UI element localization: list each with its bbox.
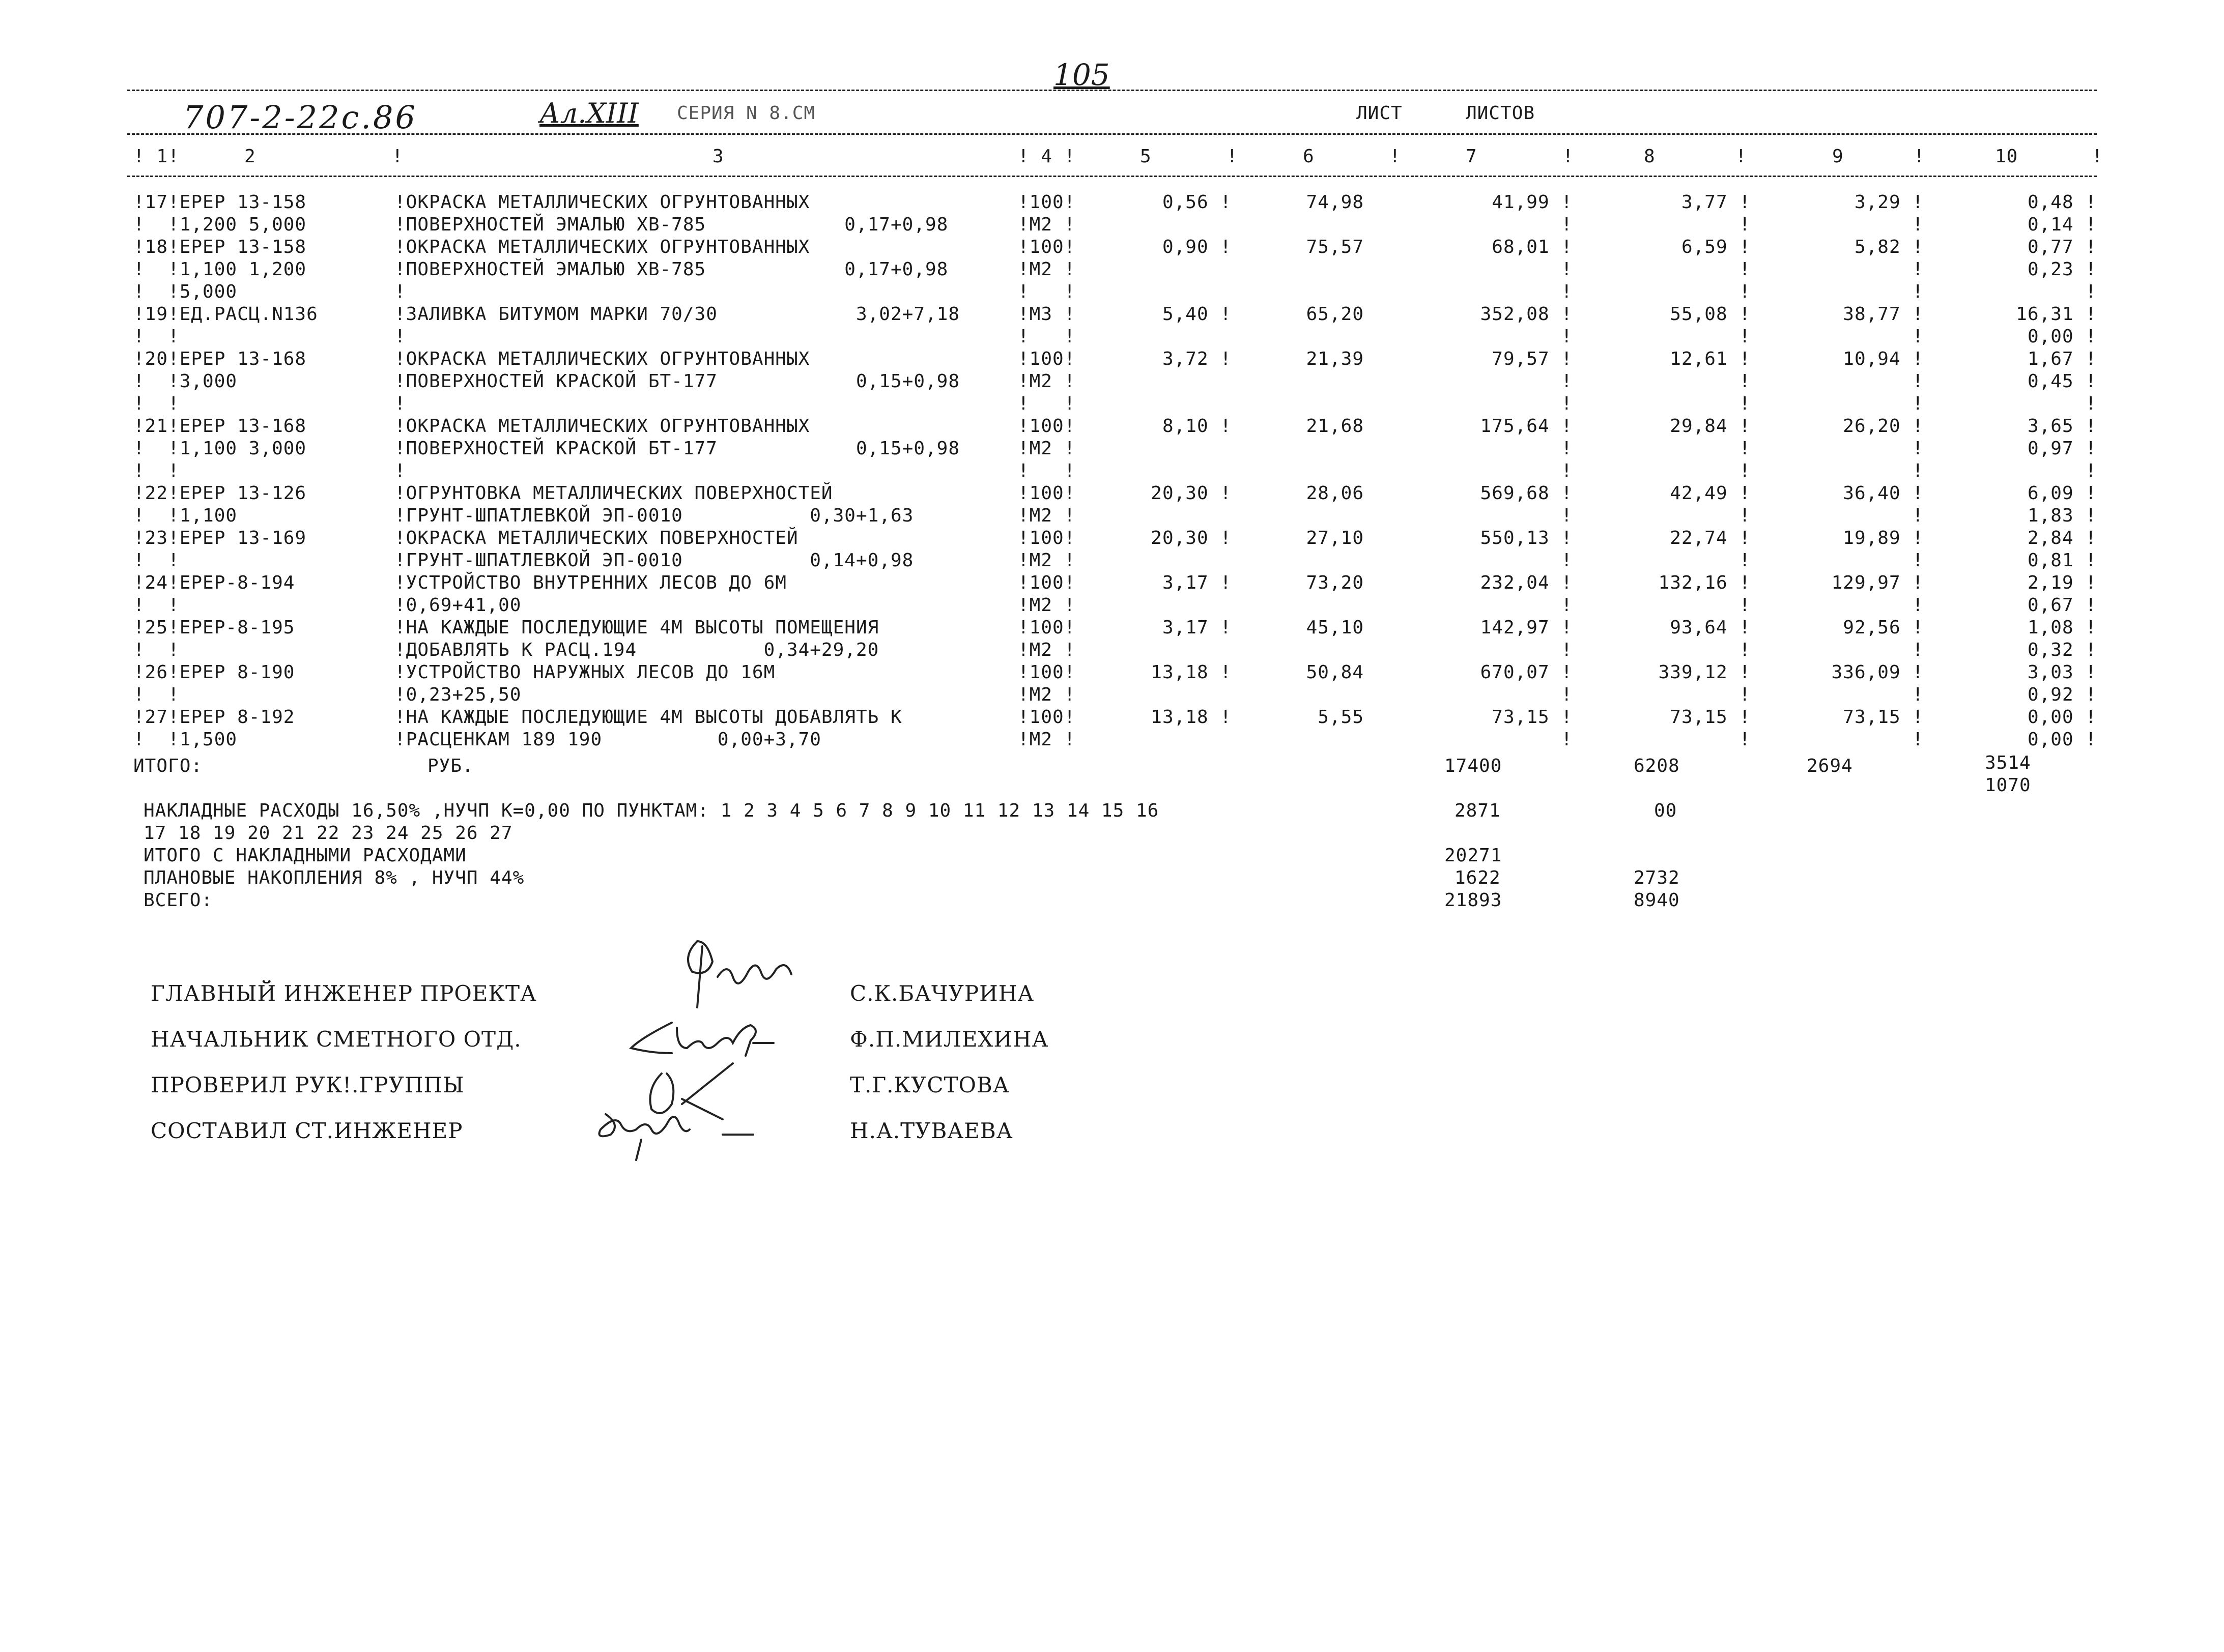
- planned-label: ПЛАНОВЫЕ НАКОПЛЕНИЯ 8% , НУЧП 44%: [144, 867, 525, 888]
- table-cell-c7: !: [1561, 505, 1573, 526]
- table-cell-c10: 0,67 !: [2027, 595, 2097, 616]
- table-cell-c9: !: [1912, 640, 1924, 660]
- table-cell-c9: 73,15 !: [1843, 707, 1924, 728]
- table-cell-c7: !: [1561, 460, 1573, 481]
- table-cell-c10: 16,31 !: [2016, 304, 2097, 325]
- sig-role-3: ПРОВЕРИЛ РУК!.ГРУППЫ: [151, 1073, 465, 1097]
- table-cell-c8: !: [1739, 550, 1751, 571]
- table-cell-c3: !ПОВЕРХНОСТЕЙ ЭМАЛЬЮ ХВ-785 0,17+0,98: [394, 214, 949, 235]
- table-cell-c4: !М2 !: [1018, 684, 1076, 705]
- table-cell-c9: !: [1912, 505, 1924, 526]
- table-cell-c4: !100!: [1018, 662, 1076, 683]
- table-cell-c1: !19!ЕД.РАСЦ.N136: [133, 304, 318, 325]
- table-cell-c6: 65,20: [1306, 304, 1364, 325]
- table-cell-c4: ! !: [1018, 393, 1076, 414]
- table-cell-c1: !27!ЕРЕР 8-192: [133, 707, 295, 728]
- project-code: 707-2-22с.86: [183, 99, 417, 136]
- column-header-cell: 2: [244, 146, 256, 167]
- table-cell-c5: 3,17 !: [1162, 572, 1232, 593]
- table-cell-c3: !: [394, 460, 406, 481]
- table-cell-c6: 27,10: [1306, 528, 1364, 548]
- column-header-cell: !: [392, 146, 404, 167]
- table-cell-c5: 0,90 !: [1162, 237, 1232, 257]
- table-cell-c8: !: [1739, 438, 1751, 459]
- table-cell-c10: 0,00 !: [2027, 729, 2097, 750]
- table-cell-c7: !: [1561, 259, 1573, 280]
- table-cell-c8: 6,59 !: [1681, 237, 1751, 257]
- album-code: Ал.XIII: [539, 97, 639, 129]
- table-cell-c1: ! !1,100 1,200: [133, 259, 307, 280]
- table-cell-c9: !: [1912, 438, 1924, 459]
- table-cell-c10: 1,67 !: [2027, 349, 2097, 369]
- signature-2: [631, 1023, 774, 1056]
- column-header-cell: !: [1735, 146, 1747, 167]
- table-cell-c1: !26!ЕРЕР 8-190: [133, 662, 295, 683]
- table-cell-c3: !: [394, 393, 406, 414]
- table-cell-c3: !ОГРУНТОВКА МЕТАЛЛИЧЕСКИХ ПОВЕРХНОСТЕЙ: [394, 483, 833, 504]
- table-cell-c4: !100!: [1018, 483, 1076, 504]
- column-header-cell: 8: [1644, 146, 1656, 167]
- itogo-col7: 17400: [1444, 756, 1502, 776]
- table-cell-c3: !ПОВЕРХНОСТЕЙ КРАСКОЙ БТ-177 0,15+0,98: [394, 371, 960, 392]
- table-cell-c4: ! !: [1018, 460, 1076, 481]
- table-cell-c3: !ОКРАСКА МЕТАЛЛИЧЕСКИХ ОГРУНТОВАННЫХ: [394, 416, 810, 437]
- table-cell-c3: !УСТРОЙСТВО НАРУЖНЫХ ЛЕСОВ ДО 16М: [394, 662, 776, 683]
- table-cell-c10: !: [2085, 460, 2097, 481]
- table-cell-c3: !НА КАЖДЫЕ ПОСЛЕДУЮЩИЕ 4М ВЫСОТЫ ПОМЕЩЕНИЯ: [394, 617, 879, 638]
- table-cell-c1: ! !1,200 5,000: [133, 214, 307, 235]
- with-overhead-label: ИТОГО С НАКЛАДНЫМИ РАСХОДАМИ: [144, 845, 467, 866]
- column-header-cell: !: [1562, 146, 1574, 167]
- table-cell-c6: 28,06: [1306, 483, 1364, 504]
- table-cell-c5: 20,30 !: [1151, 528, 1232, 548]
- table-cell-c1: !22!ЕРЕР 13-126: [133, 483, 307, 504]
- table-cell-c7: 73,15 !: [1492, 707, 1573, 728]
- table-cell-c7: 670,07 !: [1480, 662, 1573, 683]
- table-cell-c1: ! !: [133, 460, 180, 481]
- page-number: 105: [1053, 57, 1110, 92]
- overhead-line-1: НАКЛАДНЫЕ РАСХОДЫ 16,50% ,НУЧП К=0,00 ПО ПУНКТАМ: 1 2 3 4 5 6 7 8 9 10 11 12 13 14 15 16: [144, 800, 1159, 821]
- table-cell-c8: 42,49 !: [1670, 483, 1751, 504]
- table-cell-c7: !: [1561, 550, 1573, 571]
- table-cell-c1: !25!ЕРЕР-8-195: [133, 617, 295, 638]
- table-cell-c8: !: [1739, 281, 1751, 302]
- table-cell-c3: !ОКРАСКА МЕТАЛЛИЧЕСКИХ ОГРУНТОВАННЫХ: [394, 237, 810, 257]
- table-cell-c3: !0,69+41,00: [394, 595, 522, 616]
- column-header-cell: 3: [712, 146, 724, 167]
- table-cell-c9: !: [1912, 729, 1924, 750]
- column-header-cell: 10: [1995, 146, 2018, 167]
- itogo-label: ИТОГО:: [133, 756, 203, 776]
- table-cell-c5: 0,56 !: [1162, 192, 1232, 213]
- table-cell-c7: !: [1561, 438, 1573, 459]
- table-cell-c4: ! !: [1018, 281, 1076, 302]
- column-header-cell: 7: [1466, 146, 1477, 167]
- table-cell-c3: !ГРУНТ-ШПАТЛЕВКОЙ ЭП-0010 0,14+0,98: [394, 550, 914, 571]
- table-cell-c10: 0,97 !: [2027, 438, 2097, 459]
- table-cell-c9: 3,29 !: [1854, 192, 1924, 213]
- table-cell-c8: 73,15 !: [1670, 707, 1751, 728]
- overhead-col8: 00: [1654, 800, 1677, 821]
- table-cell-c7: !: [1561, 326, 1573, 347]
- table-cell-c6: 50,84: [1306, 662, 1364, 683]
- table-cell-c6: 74,98: [1306, 192, 1364, 213]
- table-cell-c8: 3,77 !: [1681, 192, 1751, 213]
- table-cell-c6: 21,68: [1306, 416, 1364, 437]
- with-overhead-col7: 20271: [1444, 845, 1502, 866]
- table-cell-c5: 8,10 !: [1162, 416, 1232, 437]
- table-cell-c10: 2,19 !: [2027, 572, 2097, 593]
- table-cell-c4: !М2 !: [1018, 550, 1076, 571]
- sig-name-4: Н.А.ТУВАЕВА: [850, 1118, 1013, 1143]
- table-cell-c9: 129,97 !: [1831, 572, 1924, 593]
- table-cell-c9: !: [1912, 259, 1924, 280]
- table-cell-c6: 73,20: [1306, 572, 1364, 593]
- table-cell-c9: 92,56 !: [1843, 617, 1924, 638]
- table-cell-c4: !М2 !: [1018, 438, 1076, 459]
- column-header-cell: ! 1!: [133, 146, 180, 167]
- table-cell-c1: ! !: [133, 640, 180, 660]
- table-cell-c8: 339,12 !: [1658, 662, 1751, 683]
- column-header-cell: !: [1914, 146, 1925, 167]
- table-cell-c8: !: [1739, 729, 1751, 750]
- table-cell-c9: 10,94 !: [1843, 349, 1924, 369]
- table-cell-c1: ! !: [133, 393, 180, 414]
- table-cell-c3: !ПОВЕРХНОСТЕЙ ЭМАЛЬЮ ХВ-785 0,17+0,98: [394, 259, 949, 280]
- table-cell-c3: !ДОБАВЛЯТЬ К РАСЦ.194 0,34+29,20: [394, 640, 879, 660]
- table-cell-c7: 68,01 !: [1492, 237, 1573, 257]
- table-cell-c8: 22,74 !: [1670, 528, 1751, 548]
- table-cell-c6: 75,57: [1306, 237, 1364, 257]
- table-cell-c8: !: [1739, 214, 1751, 235]
- table-cell-c10: !: [2085, 281, 2097, 302]
- table-cell-c10: 3,03 !: [2027, 662, 2097, 683]
- table-cell-c3: !РАСЦЕНКАМ 189 190 0,00+3,70: [394, 729, 821, 750]
- column-header-cell: ! 4 !: [1018, 146, 1076, 167]
- column-header-cell: !: [1389, 146, 1401, 167]
- table-cell-c9: 19,89 !: [1843, 528, 1924, 548]
- table-cell-c7: !: [1561, 684, 1573, 705]
- table-cell-c1: !21!ЕРЕР 13-168: [133, 416, 307, 437]
- table-cell-c3: !ОКРАСКА МЕТАЛЛИЧЕСКИХ ОГРУНТОВАННЫХ: [394, 192, 810, 213]
- table-cell-c4: !100!: [1018, 349, 1076, 369]
- table-cell-c3: !ОКРАСКА МЕТАЛЛИЧЕСКИХ ПОВЕРХНОСТЕЙ: [394, 528, 799, 548]
- planned-col7: 1622: [1455, 867, 1501, 888]
- sheets-label: ЛИСТОВ: [1466, 103, 1535, 124]
- table-cell-c8: !: [1739, 595, 1751, 616]
- table-cell-c8: !: [1739, 371, 1751, 392]
- table-cell-c1: !20!ЕРЕР 13-168: [133, 349, 307, 369]
- table-cell-c9: 26,20 !: [1843, 416, 1924, 437]
- table-cell-c7: 352,08 !: [1480, 304, 1573, 325]
- table-cell-c8: !: [1739, 393, 1751, 414]
- signature-1: [688, 941, 791, 1007]
- table-cell-c4: !М2 !: [1018, 259, 1076, 280]
- table-cell-c7: 175,64 !: [1480, 416, 1573, 437]
- table-cell-c3: !ГРУНТ-ШПАТЛЕВКОЙ ЭП-0010 0,30+1,63: [394, 505, 914, 526]
- table-cell-c8: 29,84 !: [1670, 416, 1751, 437]
- table-cell-c3: !ОКРАСКА МЕТАЛЛИЧЕСКИХ ОГРУНТОВАННЫХ: [394, 349, 810, 369]
- itogo-col10a: 3514: [1985, 752, 2031, 773]
- table-cell-c9: !: [1912, 460, 1924, 481]
- table-cell-c9: 5,82 !: [1854, 237, 1924, 257]
- signature-3: [650, 1063, 733, 1119]
- table-cell-c7: 41,99 !: [1492, 192, 1573, 213]
- table-cell-c10: 3,65 !: [2027, 416, 2097, 437]
- table-cell-c7: 569,68 !: [1480, 483, 1573, 504]
- table-cell-c7: !: [1561, 640, 1573, 660]
- table-cell-c7: !: [1561, 393, 1573, 414]
- table-cell-c8: 12,61 !: [1670, 349, 1751, 369]
- table-cell-c10: !: [2085, 393, 2097, 414]
- table-cell-c1: ! !1,100 3,000: [133, 438, 307, 459]
- itogo-col8: 6208: [1634, 756, 1680, 776]
- overhead-col7: 2871: [1455, 800, 1501, 821]
- table-cell-c1: !24!ЕРЕР-8-194: [133, 572, 295, 593]
- table-cell-c10: 0,23 !: [2027, 259, 2097, 280]
- column-header-cell: 9: [1832, 146, 1844, 167]
- sig-role-1: ГЛАВНЫЙ ИНЖЕНЕР ПРОЕКТА: [151, 981, 537, 1006]
- table-cell-c5: 3,72 !: [1162, 349, 1232, 369]
- table-cell-c3: !: [394, 326, 406, 347]
- table-cell-c1: ! !1,100: [133, 505, 238, 526]
- column-header-cell: !: [1227, 146, 1238, 167]
- table-cell-c5: 3,17 !: [1162, 617, 1232, 638]
- table-cell-c1: ! !: [133, 595, 180, 616]
- table-cell-c4: !М2 !: [1018, 595, 1076, 616]
- table-cell-c8: !: [1739, 259, 1751, 280]
- table-cell-c1: !17!ЕРЕР 13-158: [133, 192, 307, 213]
- table-cell-c5: 13,18 !: [1151, 662, 1232, 683]
- sig-name-2: Ф.П.МИЛЕХИНА: [850, 1027, 1049, 1052]
- table-cell-c4: !100!: [1018, 617, 1076, 638]
- table-cell-c4: !100!: [1018, 237, 1076, 257]
- table-cell-c4: !М2 !: [1018, 214, 1076, 235]
- table-cell-c8: !: [1739, 505, 1751, 526]
- table-cell-c10: 0,77 !: [2027, 237, 2097, 257]
- column-header-cell: !: [2092, 146, 2103, 167]
- table-cell-c9: 336,09 !: [1831, 662, 1924, 683]
- table-cell-c3: !УСТРОЙСТВО ВНУТРЕННИХ ЛЕСОВ ДО 6М: [394, 572, 787, 593]
- table-cell-c9: 36,40 !: [1843, 483, 1924, 504]
- table-cell-c4: !М2 !: [1018, 640, 1076, 660]
- table-cell-c3: !НА КАЖДЫЕ ПОСЛЕДУЮЩИЕ 4М ВЫСОТЫ ДОБАВЛЯТЬ К: [394, 707, 902, 728]
- planned-col8: 2732: [1634, 867, 1680, 888]
- itogo-unit: РУБ.: [427, 756, 474, 776]
- sig-role-2: НАЧАЛЬНИК СМЕТНОГО ОТД.: [151, 1027, 522, 1052]
- table-cell-c7: !: [1561, 371, 1573, 392]
- table-cell-c4: !М2 !: [1018, 729, 1076, 750]
- table-cell-c8: !: [1739, 326, 1751, 347]
- table-cell-c7: 550,13 !: [1480, 528, 1573, 548]
- sig-name-3: Т.Г.КУСТОВА: [850, 1073, 1010, 1097]
- table-cell-c9: !: [1912, 550, 1924, 571]
- table-cell-c4: !100!: [1018, 192, 1076, 213]
- sheet-label: ЛИСТ: [1356, 103, 1403, 124]
- table-cell-c1: ! !: [133, 326, 180, 347]
- table-cell-c1: ! !: [133, 684, 180, 705]
- table-cell-c7: 142,97 !: [1480, 617, 1573, 638]
- table-cell-c1: ! !1,500: [133, 729, 238, 750]
- table-cell-c4: !М2 !: [1018, 371, 1076, 392]
- table-cell-c6: 5,55: [1318, 707, 1364, 728]
- table-cell-c8: 93,64 !: [1670, 617, 1751, 638]
- table-cell-c3: !: [394, 281, 406, 302]
- table-cell-c10: 2,84 !: [2027, 528, 2097, 548]
- table-cell-c6: 21,39: [1306, 349, 1364, 369]
- table-cell-c8: !: [1739, 460, 1751, 481]
- table-cell-c10: 0,00 !: [2027, 707, 2097, 728]
- table-cell-c5: 13,18 !: [1151, 707, 1232, 728]
- table-cell-c10: 0,81 !: [2027, 550, 2097, 571]
- table-cell-c8: !: [1739, 640, 1751, 660]
- table-cell-c8: 132,16 !: [1658, 572, 1751, 593]
- table-cell-c10: 0,92 !: [2027, 684, 2097, 705]
- table-cell-c10: 1,83 !: [2027, 505, 2097, 526]
- column-header-cell: 5: [1140, 146, 1152, 167]
- table-cell-c9: !: [1912, 371, 1924, 392]
- table-cell-c7: !: [1561, 281, 1573, 302]
- table-cell-c4: !М2 !: [1018, 505, 1076, 526]
- table-cell-c10: 0,48 !: [2027, 192, 2097, 213]
- table-cell-c7: !: [1561, 214, 1573, 235]
- table-cell-c10: 1,08 !: [2027, 617, 2097, 638]
- table-cell-c4: ! !: [1018, 326, 1076, 347]
- total-col8: 8940: [1634, 890, 1680, 911]
- table-cell-c7: 79,57 !: [1492, 349, 1573, 369]
- column-header-cell: 6: [1303, 146, 1315, 167]
- sig-name-1: С.К.БАЧУРИНА: [850, 981, 1035, 1006]
- table-cell-c9: !: [1912, 214, 1924, 235]
- table-cell-c10: 0,00 !: [2027, 326, 2097, 347]
- table-cell-c8: !: [1739, 684, 1751, 705]
- table-cell-c4: !100!: [1018, 707, 1076, 728]
- table-cell-c9: !: [1912, 326, 1924, 347]
- table-cell-c4: !100!: [1018, 572, 1076, 593]
- table-cell-c10: 0,45 !: [2027, 371, 2097, 392]
- total-col7: 21893: [1444, 890, 1502, 911]
- table-cell-c4: !100!: [1018, 528, 1076, 548]
- table-cell-c4: !100!: [1018, 416, 1076, 437]
- table-cell-c4: !М3 !: [1018, 304, 1076, 325]
- table-cell-c6: 45,10: [1306, 617, 1364, 638]
- table-cell-c5: 20,30 !: [1151, 483, 1232, 504]
- table-cell-c9: !: [1912, 684, 1924, 705]
- overhead-line-2: 17 18 19 20 21 22 23 24 25 26 27: [144, 823, 513, 844]
- table-cell-c7: !: [1561, 729, 1573, 750]
- table-cell-c10: 0,32 !: [2027, 640, 2097, 660]
- sig-role-4: СОСТАВИЛ СТ.ИНЖЕНЕР: [151, 1118, 463, 1143]
- table-cell-c9: !: [1912, 393, 1924, 414]
- total-label: ВСЕГО:: [144, 890, 213, 911]
- itogo-col9: 2694: [1807, 756, 1853, 776]
- table-cell-c10: 0,14 !: [2027, 214, 2097, 235]
- table-cell-c9: !: [1912, 281, 1924, 302]
- signature-4: [600, 1114, 754, 1160]
- series-label: СЕРИЯ N 8.СМ: [677, 103, 816, 124]
- table-cell-c1: ! !5,000: [133, 281, 238, 302]
- table-cell-c1: !18!ЕРЕР 13-158: [133, 237, 307, 257]
- itogo-col10b: 1070: [1985, 775, 2031, 796]
- table-cell-c3: !ЗАЛИВКА БИТУМОМ МАРКИ 70/30 3,02+7,18: [394, 304, 960, 325]
- table-cell-c3: !ПОВЕРХНОСТЕЙ КРАСКОЙ БТ-177 0,15+0,98: [394, 438, 960, 459]
- table-cell-c7: 232,04 !: [1480, 572, 1573, 593]
- table-cell-c8: 55,08 !: [1670, 304, 1751, 325]
- table-cell-c3: !0,23+25,50: [394, 684, 522, 705]
- table-cell-c1: !23!ЕРЕР 13-169: [133, 528, 307, 548]
- table-cell-c7: !: [1561, 595, 1573, 616]
- table-cell-c10: 6,09 !: [2027, 483, 2097, 504]
- table-cell-c1: ! !3,000: [133, 371, 238, 392]
- table-cell-c9: !: [1912, 595, 1924, 616]
- table-cell-c1: ! !: [133, 550, 180, 571]
- table-cell-c9: 38,77 !: [1843, 304, 1924, 325]
- table-cell-c5: 5,40 !: [1162, 304, 1232, 325]
